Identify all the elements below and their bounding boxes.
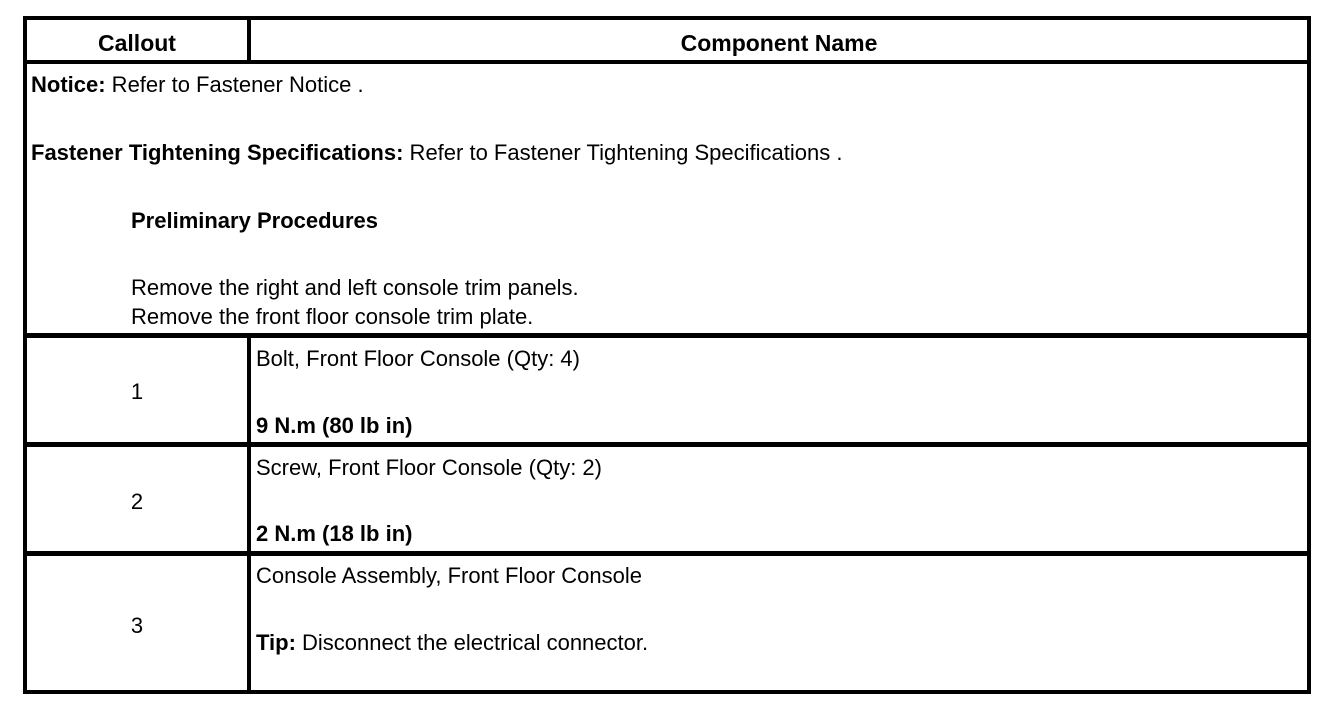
spec-line [31,140,842,166]
callout-number: 2 [130,489,144,514]
callout-number: 1 [130,379,144,404]
component-name: Screw, Front Floor Console (Qty: 2) [256,455,602,480]
header-callout: Callout [98,30,176,56]
row-rule [27,442,1307,447]
fastener-table [23,16,1311,694]
torque-spec: 2 N.m (18 lb in) [256,521,413,546]
tip-text: Disconnect the electrical connector. [295,630,649,655]
preliminary-step: Remove the right and left console trim panels. [131,275,579,300]
intro-rule [27,333,1307,338]
component-name: Console Assembly, Front Floor Console [256,563,642,588]
header-component-name: Component Name [680,30,878,56]
tip-label: Tip: [256,630,296,655]
torque-spec: 9 N.m (80 lb in) [256,413,413,438]
callout-number: 3 [130,613,144,638]
preliminary-heading: Preliminary Procedures [131,208,379,233]
notice-line [31,72,364,98]
notice-text: Refer to Fastener Notice . [105,72,364,97]
header-divider [247,20,251,64]
component-name: Bolt, Front Floor Console (Qty: 4) [256,346,580,371]
row-divider [247,338,251,444]
row-divider [247,447,251,553]
row-divider [247,556,251,694]
notice-label: Notice: [31,72,106,97]
row-rule [27,551,1307,556]
header-rule [27,60,1307,64]
tip-line [256,630,648,656]
spec-label: Fastener Tightening Specifications: [31,140,404,165]
spec-text: Refer to Fastener Tightening Specifications . [403,140,843,165]
preliminary-step: Remove the front floor console trim plate. [131,304,534,329]
